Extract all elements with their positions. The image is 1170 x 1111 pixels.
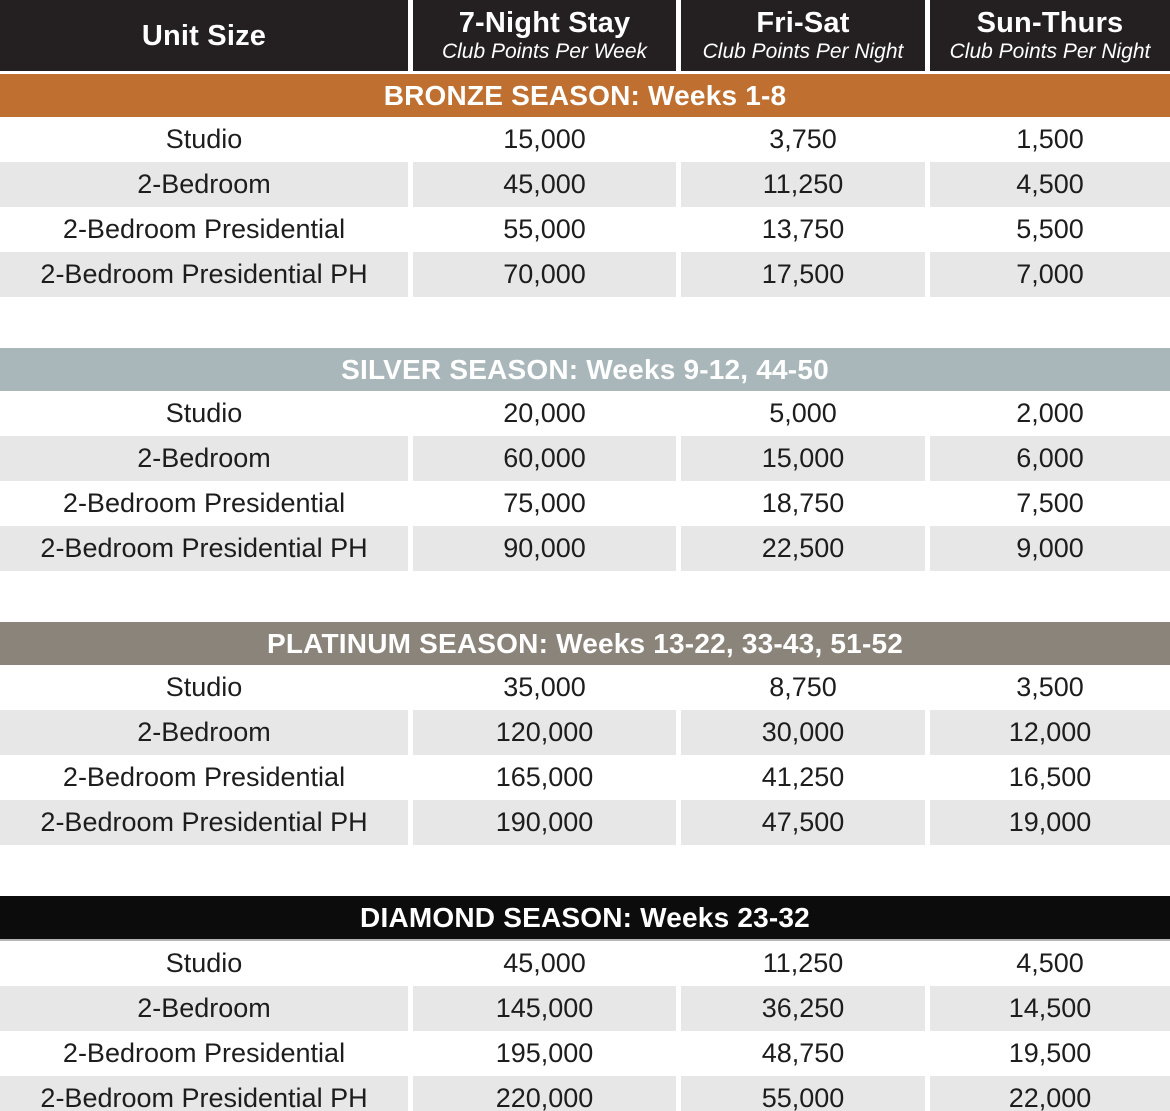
points-cell: 11,250 bbox=[681, 162, 925, 207]
points-cell: 8,750 bbox=[769, 672, 837, 702]
points-cell: 5,000 bbox=[769, 398, 837, 428]
table-row bbox=[0, 481, 1170, 526]
points-cell: 30,000 bbox=[681, 710, 925, 755]
points-cell: 165,000 bbox=[495, 762, 594, 792]
points-cell: 1,500 bbox=[1016, 124, 1084, 154]
points-cell: 4,500 bbox=[1016, 948, 1084, 978]
points-cell: 7,000 bbox=[930, 252, 1170, 297]
points-cell: 75,000 bbox=[503, 488, 586, 518]
unit-size-cell: Studio bbox=[165, 672, 243, 702]
column-subtitle: Club Points Per Week bbox=[441, 40, 648, 63]
points-cell: 19,000 bbox=[930, 800, 1170, 845]
table-row bbox=[0, 207, 1170, 252]
points-cell: 7,500 bbox=[1016, 488, 1084, 518]
points-cell: 220,000 bbox=[413, 1076, 676, 1111]
points-cell: 48,750 bbox=[761, 1038, 845, 1068]
points-cell: 36,250 bbox=[681, 986, 925, 1031]
points-cell: 14,500 bbox=[930, 986, 1170, 1031]
points-cell: 70,000 bbox=[413, 252, 676, 297]
column-title: Sun-Thurs bbox=[976, 7, 1124, 39]
points-cell: 22,000 bbox=[930, 1076, 1170, 1111]
unit-size-cell: 2-Bedroom bbox=[0, 986, 408, 1031]
points-cell: 60,000 bbox=[413, 436, 676, 481]
unit-size-cell: 2-Bedroom Presidential PH bbox=[0, 800, 408, 845]
unit-size-cell: 2-Bedroom Presidential PH bbox=[0, 526, 408, 571]
points-cell: 12,000 bbox=[930, 710, 1170, 755]
points-cell: 9,000 bbox=[930, 526, 1170, 571]
points-cell: 15,000 bbox=[681, 436, 925, 481]
points-cell: 45,000 bbox=[503, 948, 586, 978]
table-row bbox=[0, 755, 1170, 800]
table-row bbox=[0, 710, 1170, 755]
season-banner-diamond: DIAMOND SEASON: Weeks 23-32 bbox=[0, 896, 1170, 941]
table-row bbox=[0, 391, 1170, 436]
table-row bbox=[0, 800, 1170, 845]
points-cell: 45,000 bbox=[413, 162, 676, 207]
points-cell: 55,000 bbox=[503, 214, 586, 244]
table-row bbox=[0, 1031, 1170, 1076]
unit-size-cell: 2-Bedroom Presidential PH bbox=[0, 252, 408, 297]
points-cell: 47,500 bbox=[681, 800, 925, 845]
points-cell: 145,000 bbox=[413, 986, 676, 1031]
table-row bbox=[0, 252, 1170, 297]
column-subtitle: Club Points Per Night bbox=[949, 40, 1151, 63]
points-cell: 19,500 bbox=[1008, 1038, 1092, 1068]
unit-size-cell: 2-Bedroom Presidential bbox=[62, 214, 346, 244]
points-cell: 5,500 bbox=[1016, 214, 1084, 244]
table-row bbox=[0, 1076, 1170, 1111]
column-subtitle: Club Points Per Night bbox=[702, 40, 904, 63]
unit-size-cell: Studio bbox=[165, 124, 243, 154]
table-row bbox=[0, 665, 1170, 710]
unit-size-cell: 2-Bedroom Presidential bbox=[62, 488, 346, 518]
unit-size-cell: 2-Bedroom Presidential PH bbox=[0, 1076, 408, 1111]
column-title: Fri-Sat bbox=[756, 7, 850, 39]
table-row bbox=[0, 526, 1170, 571]
table-row bbox=[0, 117, 1170, 162]
points-cell: 20,000 bbox=[503, 398, 586, 428]
column-header-fri-sat bbox=[681, 0, 925, 71]
points-cell: 190,000 bbox=[413, 800, 676, 845]
points-cell: 35,000 bbox=[503, 672, 586, 702]
points-cell: 22,500 bbox=[681, 526, 925, 571]
points-cell: 120,000 bbox=[413, 710, 676, 755]
season-banner-silver: SILVER SEASON: Weeks 9-12, 44-50 bbox=[0, 348, 1170, 391]
points-cell: 4,500 bbox=[930, 162, 1170, 207]
unit-size-cell: 2-Bedroom bbox=[0, 436, 408, 481]
unit-size-cell: 2-Bedroom Presidential bbox=[62, 762, 346, 792]
table-row bbox=[0, 986, 1170, 1031]
column-title: Unit Size bbox=[141, 19, 267, 52]
points-cell: 11,250 bbox=[762, 948, 844, 978]
unit-size-cell: 2-Bedroom bbox=[0, 710, 408, 755]
points-cell: 13,750 bbox=[761, 214, 845, 244]
column-header-7-night-stay bbox=[413, 0, 676, 71]
points-cell: 16,500 bbox=[1008, 762, 1092, 792]
points-cell: 55,000 bbox=[681, 1076, 925, 1111]
table-row bbox=[0, 941, 1170, 986]
points-cell: 15,000 bbox=[503, 124, 586, 154]
points-cell: 2,000 bbox=[1016, 398, 1084, 428]
unit-size-cell: Studio bbox=[165, 948, 243, 978]
column-header-sun-thurs bbox=[930, 0, 1170, 71]
unit-size-cell: 2-Bedroom bbox=[0, 162, 408, 207]
points-cell: 195,000 bbox=[495, 1038, 594, 1068]
season-banner-bronze: BRONZE SEASON: Weeks 1-8 bbox=[0, 74, 1170, 117]
points-cell: 6,000 bbox=[930, 436, 1170, 481]
table-row bbox=[0, 162, 1170, 207]
column-header-unit-size bbox=[0, 0, 408, 71]
points-cell: 41,250 bbox=[761, 762, 845, 792]
points-cell: 3,750 bbox=[769, 124, 837, 154]
points-cell: 3,500 bbox=[1016, 672, 1084, 702]
points-cell: 90,000 bbox=[413, 526, 676, 571]
table-header bbox=[0, 0, 1170, 71]
points-cell: 18,750 bbox=[761, 488, 845, 518]
points-cell: 17,500 bbox=[681, 252, 925, 297]
table-row bbox=[0, 436, 1170, 481]
unit-size-cell: 2-Bedroom Presidential bbox=[62, 1038, 346, 1068]
column-title: 7-Night Stay bbox=[458, 7, 631, 39]
season-banner-platinum: PLATINUM SEASON: Weeks 13-22, 33-43, 51-52 bbox=[0, 622, 1170, 665]
unit-size-cell: Studio bbox=[165, 398, 243, 428]
